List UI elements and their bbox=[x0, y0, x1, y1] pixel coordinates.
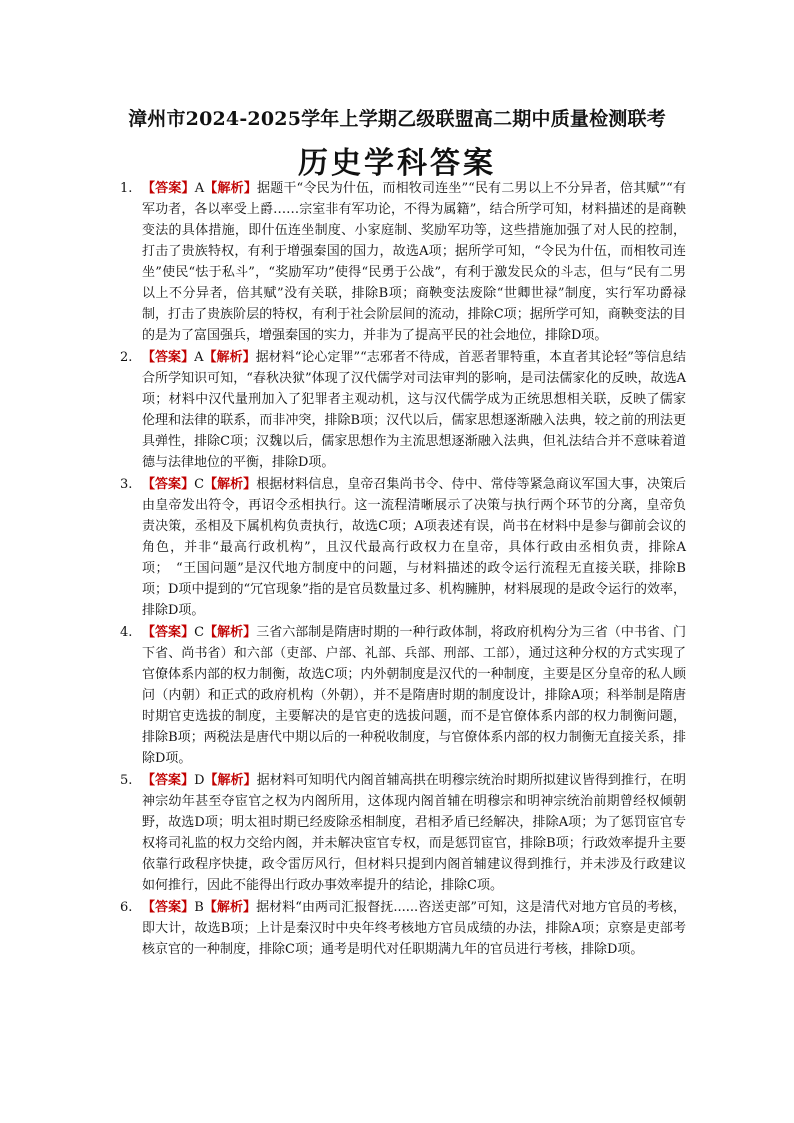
answer-body bbox=[142, 622, 686, 769]
answer-choice: C bbox=[194, 477, 205, 492]
answer-tag: 【答案】 bbox=[142, 625, 195, 640]
analysis-text: 据材料“论心定罪”“志邪者不待成，首恶者罪特重，本直者其论轻”等信息结合所学知识可知，“春秋决狱”体现了汉代儒学对司法审判的影响，是司法儒家化的反映，故选A项；材料中汉代量刑加入了犯罪者主观动机，这与汉代儒学成为正统思想相关联，反映了儒家伦理和法律的联系，而非冲突，排除B项；汉代以后，儒家思想逐渐融入法典，较之前的刑法更具弹性，排除C项；汉魏以后，儒家思想作为主流思想逐渐融入法典，但礼法结合并不意味着道德与法律地位的平衡，排除D项。 bbox=[142, 350, 686, 470]
analysis-text: 据材料可知明代内阁首辅高拱在明穆宗统治时期所拟建议皆得到推行，在明神宗幼年甚至夺宦官之权为内阁所用，这体现内阁首辅在明穆宗和明神宗统治前期曾经权倾朝野，故选D项；明太祖时期已经废除丞相制度，君相矛盾已经解决，排除A项；为了惩罚宦官专权将司礼监的权力交给内阁，并未解决宦官专权，而是惩罚宦官，排除B项；行政效率提升主要依靠行政程序快捷，政令雷厉风行，但材料只提到内阁首辅建议得到推行，并未涉及行政建议如何推行，因此不能得出行政办事效率提升的结论，排除C项。 bbox=[142, 773, 686, 893]
answer-choice: D bbox=[194, 773, 205, 788]
analysis-tag: 【解析】 bbox=[204, 181, 258, 196]
answer-item-4 bbox=[120, 622, 686, 769]
answer-tag: 【答案】 bbox=[142, 900, 195, 915]
document-subject-title: 历史学科答案 bbox=[298, 146, 496, 181]
answer-choice: C bbox=[194, 625, 205, 640]
answer-number: 4. bbox=[120, 625, 133, 640]
analysis-text: 据题干“令民为什伍，而相牧司连坐”“民有二男以上不分异者，倍其赋”“有军功者，各以率受上爵……宗室非有军功论，不得为属籍”，结合所学可知，材料描述的是商鞅变法的具体措施，即什伍连坐制度、小家庭制、奖励军功等，这些措施加强了对人民的控制，打击了贵族特权，有利于增强秦国的国力，故选A项；据所学可知，“令民为什伍，而相牧司连坐”使民“怯于私斗”，“奖励军功”使得“民勇于公战”，有利于激发民众的斗志，但与“民有二男以上不分异者，倍其赋”没有关联，排除B项；商鞅变法废除“世卿世禄”制度，实行军功爵禄制，打击了贵族阶层的特权，有利于社会阶层间的流动，排除C项；据所学可知，商鞅变法的目的是为了富国强兵，增强秦国的实力，并非为了提高平民的社会地位，排除D项。 bbox=[142, 181, 686, 343]
answer-number: 5. bbox=[120, 773, 133, 788]
answer-choice: A bbox=[194, 350, 204, 365]
answer-item-1 bbox=[120, 178, 686, 346]
answer-tag: 【答案】 bbox=[142, 477, 195, 492]
answer-item-6 bbox=[120, 897, 686, 960]
answer-number: 3. bbox=[120, 477, 133, 492]
answer-choice: A bbox=[194, 181, 205, 196]
answer-body bbox=[142, 770, 686, 896]
answer-body bbox=[142, 178, 686, 346]
answer-body bbox=[142, 474, 686, 621]
analysis-tag: 【解析】 bbox=[204, 773, 257, 788]
analysis-tag: 【解析】 bbox=[203, 900, 257, 915]
answer-tag: 【答案】 bbox=[142, 773, 195, 788]
analysis-text: 根据材料信息，皇帝召集尚书令、侍中、常侍等紧急商议军国大事，决策后由皇帝发出符令，再诏令丞相执行。这一流程清晰展示了决策与执行两个环节的分离，皇帝负责决策，丞相及下属机构负责执行，故选C项；A项表述有误，尚书在材料中是参与御前会议的角色，并非“最高行政机构”，且汉代最高行政权力在皇帝，具体行政由丞相负责，排除A项； “王国问题”是汉代地方制度中的问题，与材料描述的政令运行流程无直接关联，排除B项；D项中提到的“冗官现象”指的是官员数量过多、机构臃肿，材料展现的是政令运行的效率，排除D项。 bbox=[142, 477, 686, 618]
analysis-tag: 【解析】 bbox=[204, 625, 257, 640]
analysis-tag: 【解析】 bbox=[203, 350, 256, 365]
answer-body bbox=[142, 347, 686, 473]
answer-list bbox=[120, 178, 686, 961]
answer-number: 1. bbox=[120, 181, 133, 196]
analysis-text: 三省六部制是隋唐时期的一种行政体制，将政府机构分为三省（中书省、门下省、尚书省）和六部（吏部、户部、礼部、兵部、刑部、工部），通过这种分权的方式实现了官僚体系内部的权力制衡，故选C项；内外朝制度是汉代的一种制度，主要是区分皇帝的私人顾问（内朝）和正式的政府机构（外朝），并不是隋唐时期的制度设计，排除A项；科举制是隋唐时期官吏选拔的制度，主要解决的是官吏的选拔问题，而不是官僚体系内部的权力制衡问题，排除B项；两税法是唐代中期以后的一种税收制度，与官僚体系内部的权力制衡无直接关系，排除D项。 bbox=[142, 625, 686, 766]
answer-item-3 bbox=[120, 474, 686, 621]
answer-number: 6. bbox=[120, 900, 133, 915]
answer-body bbox=[142, 897, 686, 960]
answer-item-2 bbox=[120, 347, 686, 473]
analysis-text: 据材料“由两司汇报督抚......咨送吏部”可知，这是清代对地方官员的考核，即大计，故选B项；上计是秦汉时中央年终考核地方官员成绩的办法，排除A项；京察是吏部考核京官的一种制度，排除C项；通考是明代对任职期满九年的官员进行考核，排除D项。 bbox=[142, 900, 686, 957]
answer-item-5 bbox=[120, 770, 686, 896]
answer-number: 2. bbox=[120, 350, 133, 365]
answer-tag: 【答案】 bbox=[142, 181, 195, 196]
answer-choice: B bbox=[194, 900, 204, 915]
document-header-title: 漳州市2024-2025学年上学期乙级联盟高二期中质量检测联考 bbox=[128, 108, 666, 130]
answer-tag: 【答案】 bbox=[142, 350, 195, 365]
analysis-tag: 【解析】 bbox=[204, 477, 257, 492]
